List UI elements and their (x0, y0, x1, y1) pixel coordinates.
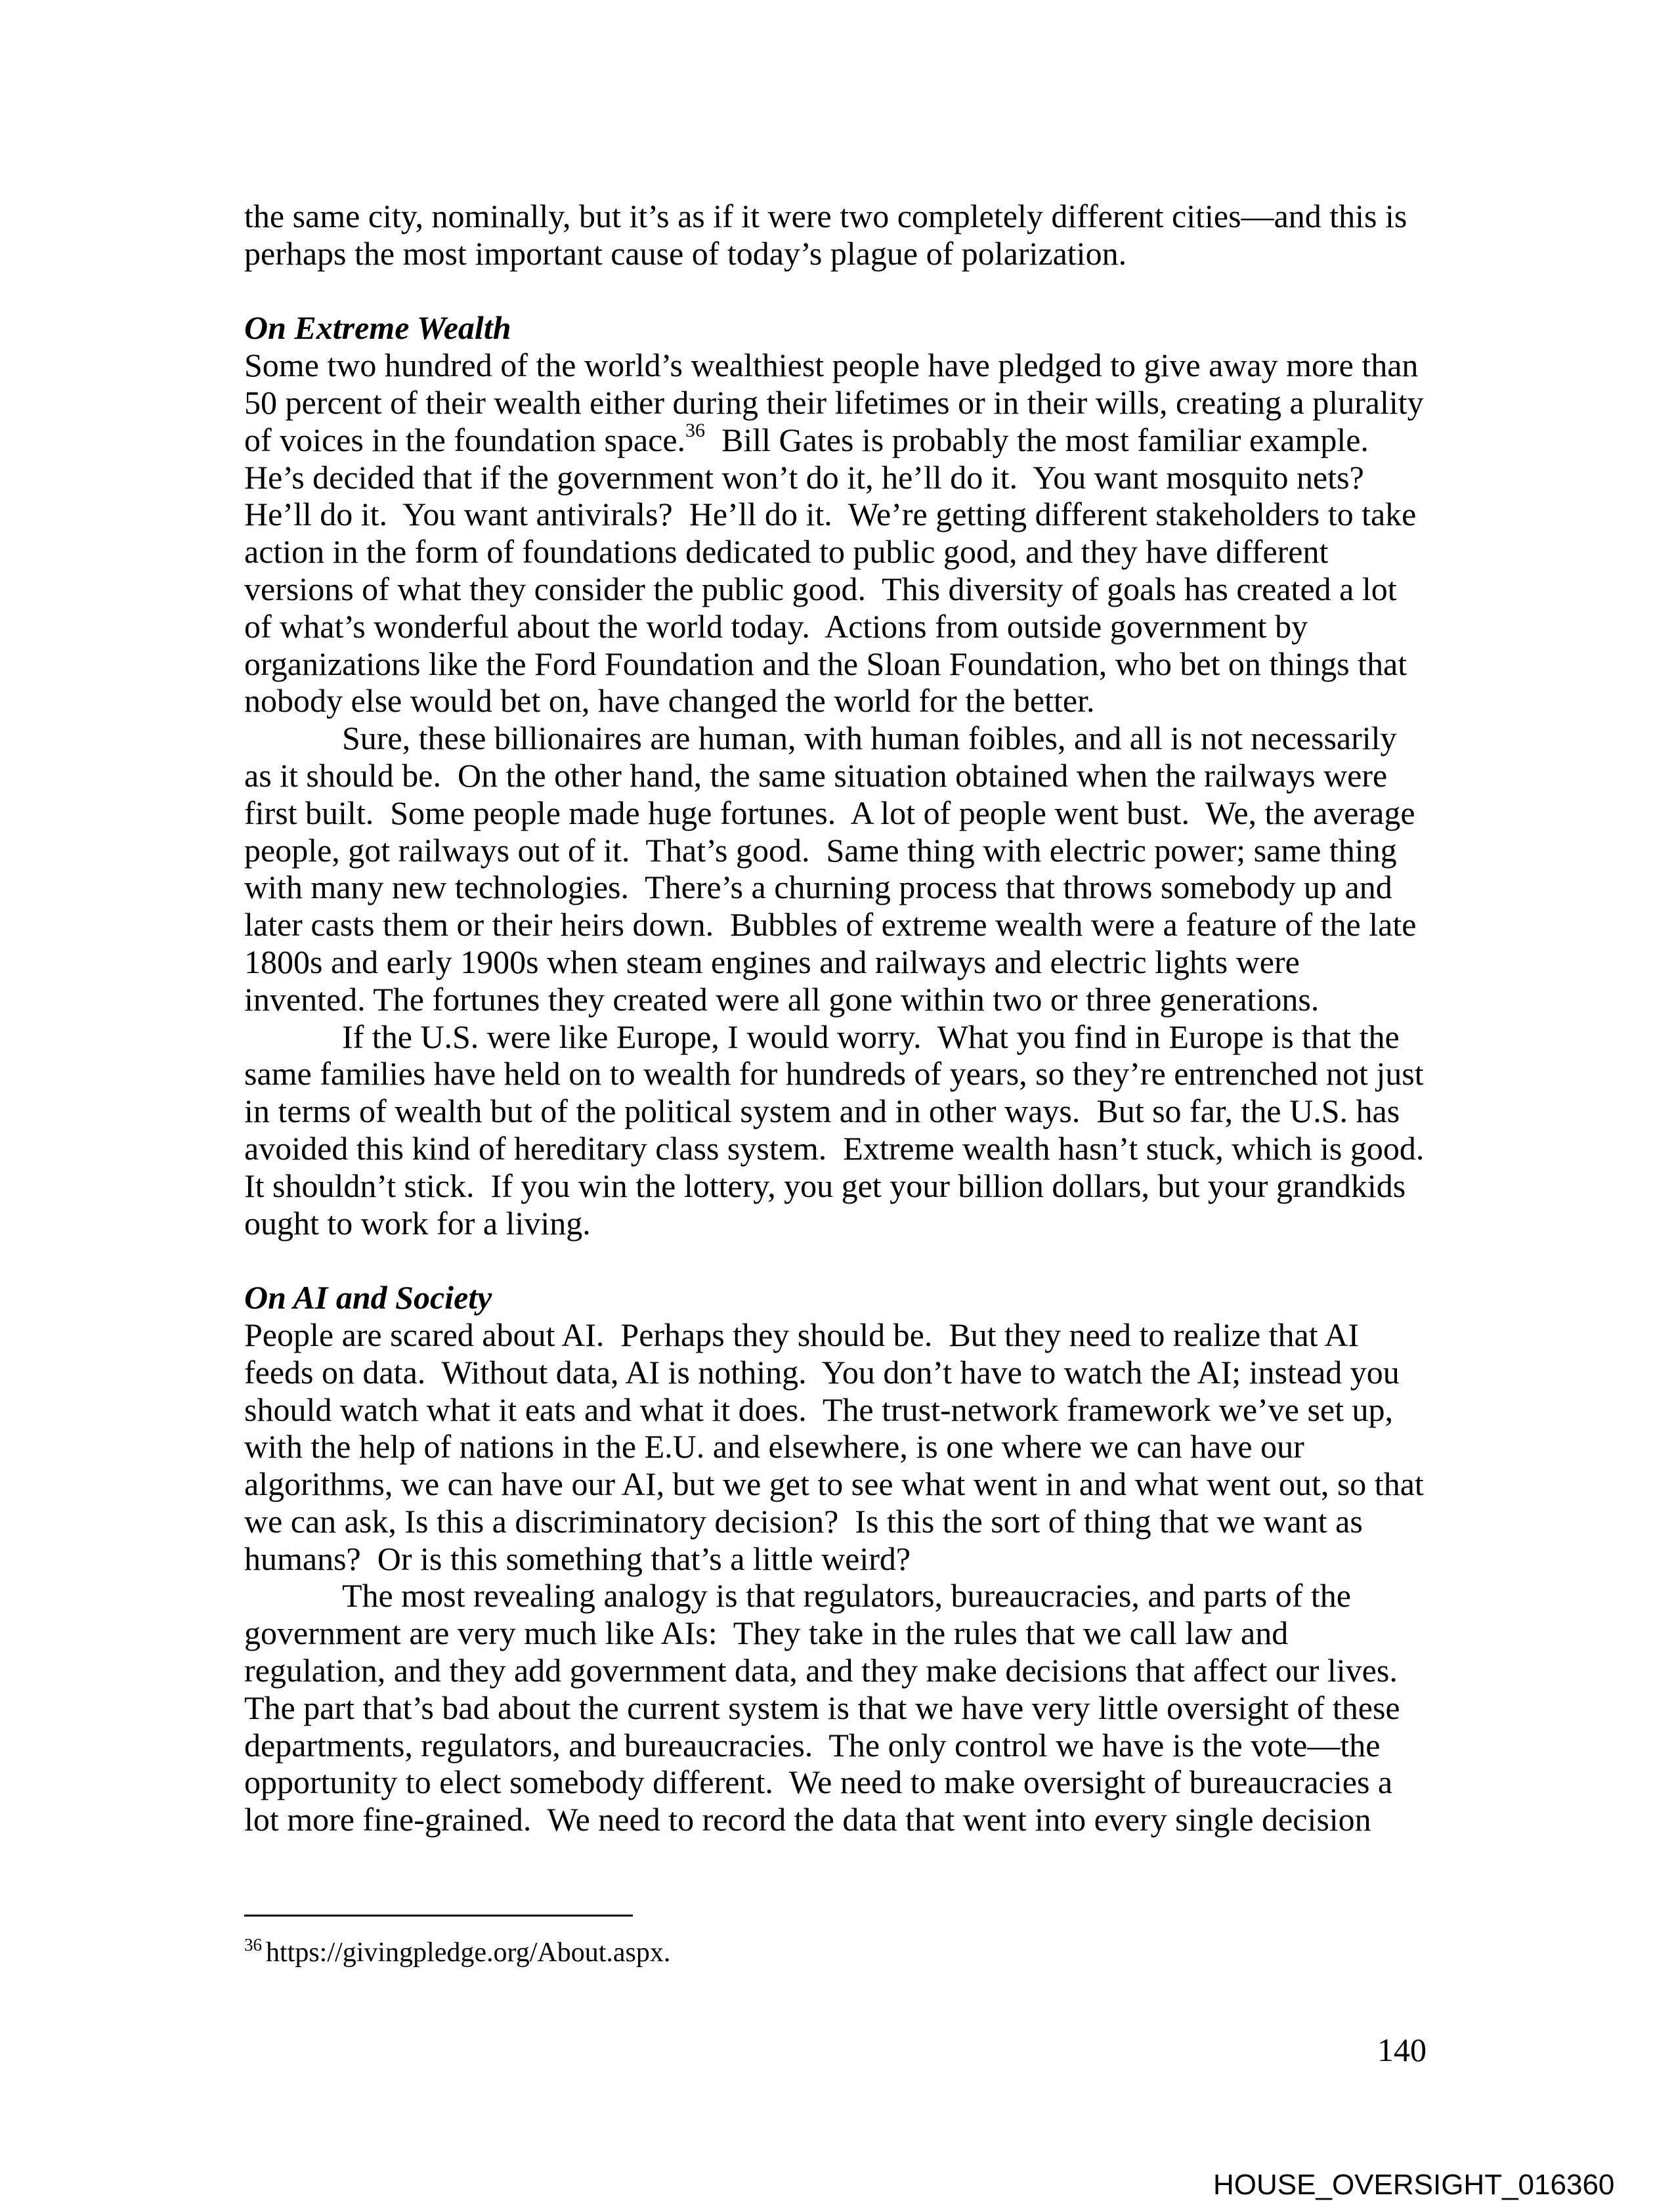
line-text: humans? Or is this something that’s a little weird? (244, 1540, 911, 1577)
line-text: algorithms, we can have our AI, but we get to see what went in and what went out, so that (244, 1465, 1424, 1503)
text-line (244, 1391, 1424, 1429)
text-line (244, 682, 1424, 720)
line-text: later casts them or their heirs down. Bubbles of extreme wealth were a feature of the late (244, 906, 1417, 943)
footnote-text: https://givingpledge.org/About.aspx. (266, 1938, 671, 1968)
line-text: in terms of wealth but of the political system and in other ways. But so far, the U.S. has (244, 1093, 1400, 1130)
line-text: On AI and Society (244, 1279, 492, 1316)
line-text: It shouldn’t stick. If you win the lottery, you get your billion dollars, but your grandkids (244, 1167, 1406, 1204)
text-line (244, 1764, 1424, 1801)
text-line (244, 794, 1424, 832)
line-text: invented. The fortunes they created were all gone within two or three generations. (244, 980, 1320, 1018)
text-line (244, 1205, 1424, 1242)
line-text: of voices in the foundation space. (244, 421, 686, 458)
line-text: perhaps the most important cause of today’s plague of polarization. (244, 234, 1127, 272)
line-text: we can ask, Is this a discriminatory decision? Is this the sort of thing that we want as (244, 1502, 1363, 1540)
line-text: regulation, and they add government data, and they make decisions that affect our lives. (244, 1652, 1398, 1689)
text-line (244, 1018, 1424, 1056)
line-text: ought to work for a living. (244, 1204, 591, 1242)
text-line (244, 832, 1424, 869)
line-text: Bill Gates is probably the most familiar example. (705, 421, 1369, 458)
text-line (244, 384, 1424, 422)
text-line (244, 1540, 1424, 1578)
footnote-number: 36 (244, 1935, 262, 1955)
text-line (244, 235, 1424, 272)
text-line (244, 981, 1424, 1018)
text-line (244, 645, 1424, 683)
text-line (244, 1055, 1424, 1093)
line-text: If the U.S. were like Europe, I would worry. What you find in Europe is that the (342, 1018, 1400, 1055)
line-text: as it should be. On the other hand, the same situation obtained when the railways were (244, 756, 1388, 794)
section-heading (244, 1279, 1424, 1316)
footnote-separator (244, 1915, 633, 1917)
line-text: versions of what they consider the public good. This diversity of goals has created a lot (244, 570, 1397, 607)
text-line (244, 1503, 1424, 1540)
blank-line (244, 272, 1424, 310)
text-line (244, 571, 1424, 608)
bates-number: HOUSE_OVERSIGHT_016360 (1213, 2169, 1615, 2201)
text-line (244, 496, 1424, 533)
section-heading (244, 309, 1424, 347)
text-line (244, 459, 1424, 496)
text-line (244, 1093, 1424, 1130)
text-line (244, 533, 1424, 571)
line-text: organizations like the Ford Foundation and the Sloan Foundation, who bet on things that (244, 645, 1407, 682)
line-text: He’ll do it. You want antivirals? He’ll do it. We’re getting different stakeholders to take (244, 496, 1417, 533)
text-line (244, 1689, 1424, 1727)
line-text: The part that’s bad about the current system is that we have very little oversight of these (244, 1689, 1400, 1726)
footnote-reference: 36 (685, 419, 706, 441)
line-text: with many new technologies. There’s a churning process that throws somebody up and (244, 869, 1392, 906)
text-line (244, 1615, 1424, 1652)
body-text (244, 198, 1424, 1838)
line-text: avoided this kind of hereditary class system. Extreme wealth hasn’t stuck, which is good. (244, 1129, 1425, 1167)
text-line (244, 906, 1424, 943)
text-line (244, 943, 1424, 981)
line-text: People are scared about AI. Perhaps they should be. But they need to realize that AI (244, 1316, 1360, 1353)
line-text: same families have held on to wealth for hundreds of years, so they’re entrenched not just (244, 1055, 1424, 1093)
text-line (244, 1428, 1424, 1465)
line-text: of what’s wonderful about the world today. Actions from outside government by (244, 607, 1308, 645)
text-line (244, 1316, 1424, 1354)
line-text: feeds on data. Without data, AI is nothing. You don’t have to watch the AI; instead you (244, 1353, 1400, 1391)
line-text: first built. Some people made huge fortunes. A lot of people went bust. We, the average (244, 794, 1415, 831)
line-text: Sure, these billionaires are human, with human foibles, and all is not necessarily (342, 720, 1397, 757)
line-text: 50 percent of their wealth either during their lifetimes or in their wills, creating a plurality (244, 383, 1424, 421)
line-text: 1800s and early 1900s when steam engines and railways and electric lights were (244, 943, 1300, 980)
line-text: government are very much like AIs: They take in the rules that we call law and (244, 1615, 1289, 1652)
line-text: nobody else would bet on, have changed the world for the better. (244, 682, 1095, 720)
text-line (244, 1652, 1424, 1689)
line-text: He’s decided that if the government won’t do it, he’ll do it. You want mosquito nets? (244, 458, 1364, 496)
line-text: opportunity to elect somebody different. We need to make oversight of bureaucracies a (244, 1764, 1393, 1801)
line-text: The most revealing analogy is that regulators, bureaucracies, and parts of the (342, 1577, 1351, 1615)
line-text: with the help of nations in the E.U. and elsewhere, is one where we can have our (244, 1428, 1304, 1465)
line-text: On Extreme Wealth (244, 309, 511, 347)
line-text: departments, regulators, and bureaucracies. The only control we have is the vote—the (244, 1726, 1381, 1764)
page-number: 140 (1377, 2031, 1427, 2068)
text-line (244, 757, 1424, 794)
text-line (244, 1727, 1424, 1764)
text-line (244, 1167, 1424, 1205)
text-line (244, 1465, 1424, 1503)
line-text: should watch what it eats and what it does. The trust-network framework we’ve set up, (244, 1391, 1393, 1428)
text-line (244, 608, 1424, 645)
line-text: action in the form of foundations dedicated to public good, and they have different (244, 533, 1329, 571)
text-line (244, 347, 1424, 384)
text-line (244, 419, 1424, 459)
footnote (244, 1937, 670, 1968)
blank-line (244, 1242, 1424, 1279)
line-text: the same city, nominally, but it’s as if it were two completely different cities—and this is (244, 198, 1407, 234)
line-text: people, got railways out of it. That’s good. Same thing with electric power; same thing (244, 831, 1397, 869)
text-line (244, 1577, 1424, 1615)
text-line (244, 1801, 1424, 1838)
text-line (244, 720, 1424, 757)
text-line (244, 198, 1424, 235)
text-line (244, 1354, 1424, 1391)
line-text: lot more fine-grained. We need to record the data that went into every single decision (244, 1801, 1371, 1838)
text-line (244, 1130, 1424, 1167)
line-text: Some two hundred of the world’s wealthiest people have pledged to give away more than (244, 347, 1419, 384)
text-line (244, 869, 1424, 906)
